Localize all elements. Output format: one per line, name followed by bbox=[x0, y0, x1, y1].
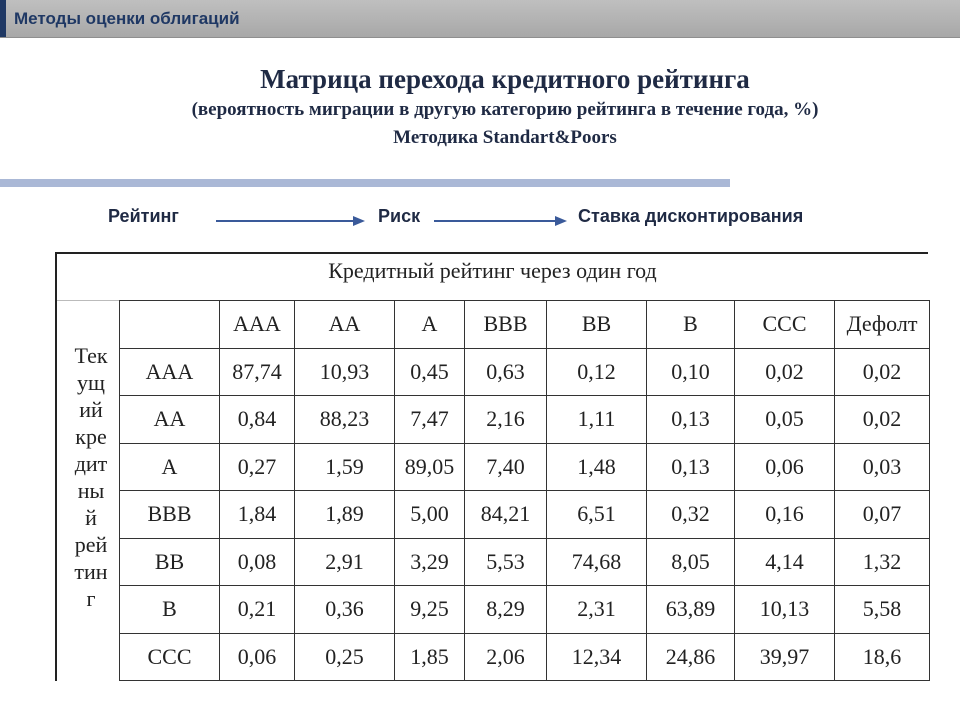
section-title: Методы оценки облигаций bbox=[14, 9, 240, 28]
column-header-cell: A bbox=[395, 301, 465, 349]
table-cell: 0,63 bbox=[465, 348, 547, 396]
table-cell: 1,59 bbox=[295, 443, 395, 491]
side-label-line: Тек bbox=[74, 343, 108, 368]
table-cell: 0,06 bbox=[220, 633, 295, 681]
column-header-cell: BB bbox=[547, 301, 647, 349]
side-label-line: й bbox=[85, 505, 97, 530]
flow-item-discount-rate: Ставка дисконтирования bbox=[578, 206, 804, 226]
table-row bbox=[120, 443, 930, 491]
column-header-cell: BBB bbox=[465, 301, 547, 349]
flow-arrow-icon bbox=[215, 214, 367, 228]
side-label-line: кре bbox=[75, 424, 107, 449]
table-frame-left bbox=[55, 252, 57, 681]
row-header-cell: A bbox=[120, 443, 220, 491]
side-label-line: дит bbox=[74, 451, 108, 476]
slide-subtitle: (вероятность миграции в другую категорию рейтинга в течение года, %) bbox=[191, 99, 819, 120]
row-header-cell: AAA bbox=[120, 348, 220, 396]
column-header-cell: CCC bbox=[735, 301, 835, 349]
table-cell: 3,29 bbox=[395, 538, 465, 586]
table-cell: 10,93 bbox=[295, 348, 395, 396]
slide-method: Методика Standart&Poors bbox=[393, 127, 617, 148]
table-cell: 0,08 bbox=[220, 538, 295, 586]
table-cell: 2,91 bbox=[295, 538, 395, 586]
side-label-line: ущ bbox=[77, 370, 105, 395]
table-row bbox=[120, 633, 930, 681]
table-cell: 8,29 bbox=[465, 586, 547, 634]
table-cell: 0,05 bbox=[735, 396, 835, 444]
table-cell: 88,23 bbox=[295, 396, 395, 444]
side-label-line: рей bbox=[74, 532, 108, 557]
table-cell: 1,32 bbox=[835, 538, 930, 586]
corner-cell bbox=[120, 301, 220, 349]
separator-bar bbox=[0, 179, 730, 187]
table-cell: 1,11 bbox=[547, 396, 647, 444]
table-cell: 74,68 bbox=[547, 538, 647, 586]
table-cell: 0,02 bbox=[835, 348, 930, 396]
matrix-header-caption: Кредитный рейтинг через один год bbox=[328, 258, 657, 283]
table-cell: 87,74 bbox=[220, 348, 295, 396]
table-cell: 1,89 bbox=[295, 491, 395, 539]
side-label-line: г bbox=[86, 586, 96, 611]
current-rating-side-label bbox=[64, 342, 118, 612]
table-cell: 0,27 bbox=[220, 443, 295, 491]
row-header-cell: CCC bbox=[120, 633, 220, 681]
table-cell: 6,51 bbox=[547, 491, 647, 539]
table-cell: 7,40 bbox=[465, 443, 547, 491]
table-cell: 10,13 bbox=[735, 586, 835, 634]
table-cell: 0,84 bbox=[220, 396, 295, 444]
row-header-cell: AA bbox=[120, 396, 220, 444]
table-cell: 5,53 bbox=[465, 538, 547, 586]
table-cell: 4,14 bbox=[735, 538, 835, 586]
table-cell: 0,03 bbox=[835, 443, 930, 491]
column-header-cell: Дефолт bbox=[835, 301, 930, 349]
side-label-line: ий bbox=[79, 397, 103, 422]
transition-matrix-table bbox=[119, 300, 930, 681]
table-cell: 0,07 bbox=[835, 491, 930, 539]
table-frame-top bbox=[55, 252, 928, 254]
table-row bbox=[120, 348, 930, 396]
row-header-cell: B bbox=[120, 586, 220, 634]
flow-item-risk: Риск bbox=[378, 206, 421, 226]
table-row bbox=[120, 538, 930, 586]
side-label-line: ны bbox=[77, 478, 105, 503]
table-cell: 12,34 bbox=[547, 633, 647, 681]
table-cell: 0,16 bbox=[735, 491, 835, 539]
table-cell: 0,32 bbox=[647, 491, 735, 539]
slide-title: Матрица перехода кредитного рейтинга bbox=[260, 64, 750, 94]
table-cell: 0,45 bbox=[395, 348, 465, 396]
table-cell: 0,36 bbox=[295, 586, 395, 634]
table-cell: 2,06 bbox=[465, 633, 547, 681]
table-cell: 9,25 bbox=[395, 586, 465, 634]
table-cell: 0,02 bbox=[835, 396, 930, 444]
column-header-cell: AAA bbox=[220, 301, 295, 349]
table-cell: 84,21 bbox=[465, 491, 547, 539]
table-cell: 89,05 bbox=[395, 443, 465, 491]
table-row bbox=[120, 396, 930, 444]
table-cell: 39,97 bbox=[735, 633, 835, 681]
table-cell: 1,84 bbox=[220, 491, 295, 539]
flow-item-rating: Рейтинг bbox=[108, 206, 179, 226]
table-cell: 0,10 bbox=[647, 348, 735, 396]
row-header-cell: BBB bbox=[120, 491, 220, 539]
flow-arrow-icon bbox=[433, 214, 569, 228]
table-row bbox=[120, 491, 930, 539]
slide-title-block bbox=[0, 62, 960, 152]
table-cell: 18,6 bbox=[835, 633, 930, 681]
table-cell: 0,02 bbox=[735, 348, 835, 396]
table-cell: 0,13 bbox=[647, 443, 735, 491]
side-label-line: тин bbox=[74, 559, 108, 584]
top-header-bar bbox=[0, 0, 960, 38]
table-cell: 2,31 bbox=[547, 586, 647, 634]
table-cell: 0,06 bbox=[735, 443, 835, 491]
table-cell: 24,86 bbox=[647, 633, 735, 681]
row-header-cell: BB bbox=[120, 538, 220, 586]
table-header-row bbox=[120, 301, 930, 349]
column-header-cell: B bbox=[647, 301, 735, 349]
table-cell: 1,48 bbox=[547, 443, 647, 491]
table-cell: 63,89 bbox=[647, 586, 735, 634]
table-cell: 0,25 bbox=[295, 633, 395, 681]
table-cell: 7,47 bbox=[395, 396, 465, 444]
table-cell: 8,05 bbox=[647, 538, 735, 586]
column-header-cell: AA bbox=[295, 301, 395, 349]
header-accent-stripe bbox=[0, 0, 6, 37]
table-cell: 2,16 bbox=[465, 396, 547, 444]
table-cell: 5,58 bbox=[835, 586, 930, 634]
table-cell: 1,85 bbox=[395, 633, 465, 681]
table-cell: 0,13 bbox=[647, 396, 735, 444]
table-cell: 5,00 bbox=[395, 491, 465, 539]
table-row bbox=[120, 586, 930, 634]
table-cell: 0,21 bbox=[220, 586, 295, 634]
table-cell: 0,12 bbox=[547, 348, 647, 396]
